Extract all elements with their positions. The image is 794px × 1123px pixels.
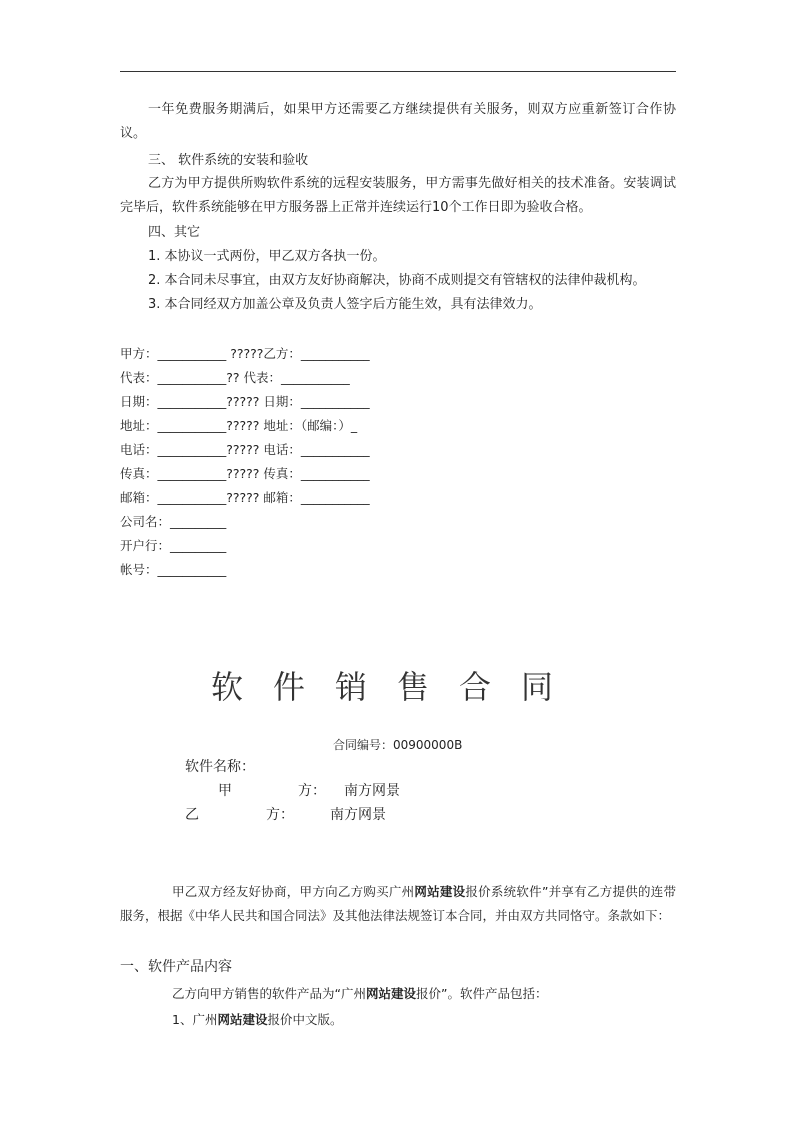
sig-row-phone: 电话：___________????? 电话：___________ — [120, 442, 370, 457]
s1-item-text-b: 报价中文版。 — [267, 1012, 343, 1027]
other-item-2: 2. 本合同未尽事宜，由双方友好协商解决，协商不成则提交有管辖权的法律仲裁机构。 — [148, 273, 646, 288]
section-1-heading: 一、软件产品内容 — [120, 959, 232, 975]
sig-row-representative: 代表：___________?? 代表：___________ — [120, 370, 350, 385]
intro-bold-1: 网站建设 — [414, 884, 466, 899]
intro-text-1: 甲乙双方经友好协商，甲方向乙方购买广州 — [172, 884, 415, 899]
sig-row-party: 甲方：___________ ?????乙方：___________ — [120, 346, 370, 361]
s1-text-b: 报价”。软件产品包括： — [416, 986, 548, 1001]
contract-title: 软件销售合同 — [210, 668, 583, 706]
paragraph-installation: 乙方为甲方提供所购软件系统的远程安装服务，甲方需事先做好相关的技术准备。安装调试完毕后，软件系统能够在甲方服务器上正常并连续运行10个工作日即为验收合格。 — [120, 176, 676, 215]
heading-installation: 三、 软件系统的安装和验收 — [148, 153, 309, 168]
party-b-label: 乙 — [185, 807, 199, 823]
header-rule — [120, 71, 676, 72]
section-1-item-1 — [172, 1012, 342, 1028]
intro-text-2: 报价系统软件”并享有乙方提供的连带服务，根据《中华人民共和国合同法》及其他法律法规签订本合同，并由双方共同恪守。条款如下： — [120, 884, 676, 923]
sig-row-bank: 开户行：_________ — [120, 538, 227, 553]
party-b-value: 南方网景 — [330, 807, 386, 823]
sig-row-address: 地址：___________????? 地址：（邮编：）_ — [120, 418, 358, 433]
sig-row-date: 日期：___________????? 日期：___________ — [120, 394, 370, 409]
paragraph-service-renewal: 一年免费服务期满后，如果甲方还需要乙方继续提供有关服务，则双方应重新签订合作协议。 — [120, 102, 676, 141]
s1-text-a: 乙方向甲方销售的软件产品为“广州 — [172, 986, 366, 1001]
sig-row-fax: 传真：___________????? 传真：___________ — [120, 466, 370, 481]
party-a-label: 甲 — [218, 783, 232, 799]
section-1-paragraph — [172, 986, 547, 1002]
s1-bold: 网站建设 — [365, 986, 416, 1001]
contract-number: 合同编号：00900000B — [333, 738, 463, 752]
sig-row-company: 公司名：_________ — [120, 514, 227, 529]
party-b-label-suffix: 方： — [266, 807, 294, 823]
heading-other: 四、其它 — [148, 225, 201, 240]
contract-intro — [120, 880, 676, 928]
other-item-1: 1. 本协议一式两份，甲乙双方各执一份。 — [148, 249, 386, 264]
party-a-label-suffix: 方： — [298, 783, 326, 799]
party-a-value: 南方网景 — [344, 783, 400, 799]
sig-row-email: 邮箱：___________????? 邮箱：___________ — [120, 490, 370, 505]
s1-item-bold: 网站建设 — [217, 1012, 268, 1027]
other-item-3: 3. 本合同经双方加盖公章及负责人签字后方能生效，具有法律效力。 — [148, 297, 542, 312]
sig-row-account: 帐号：___________ — [120, 562, 227, 577]
software-name-label: 软件名称： — [185, 759, 255, 775]
s1-item-text-a: 1、广州 — [172, 1012, 218, 1027]
